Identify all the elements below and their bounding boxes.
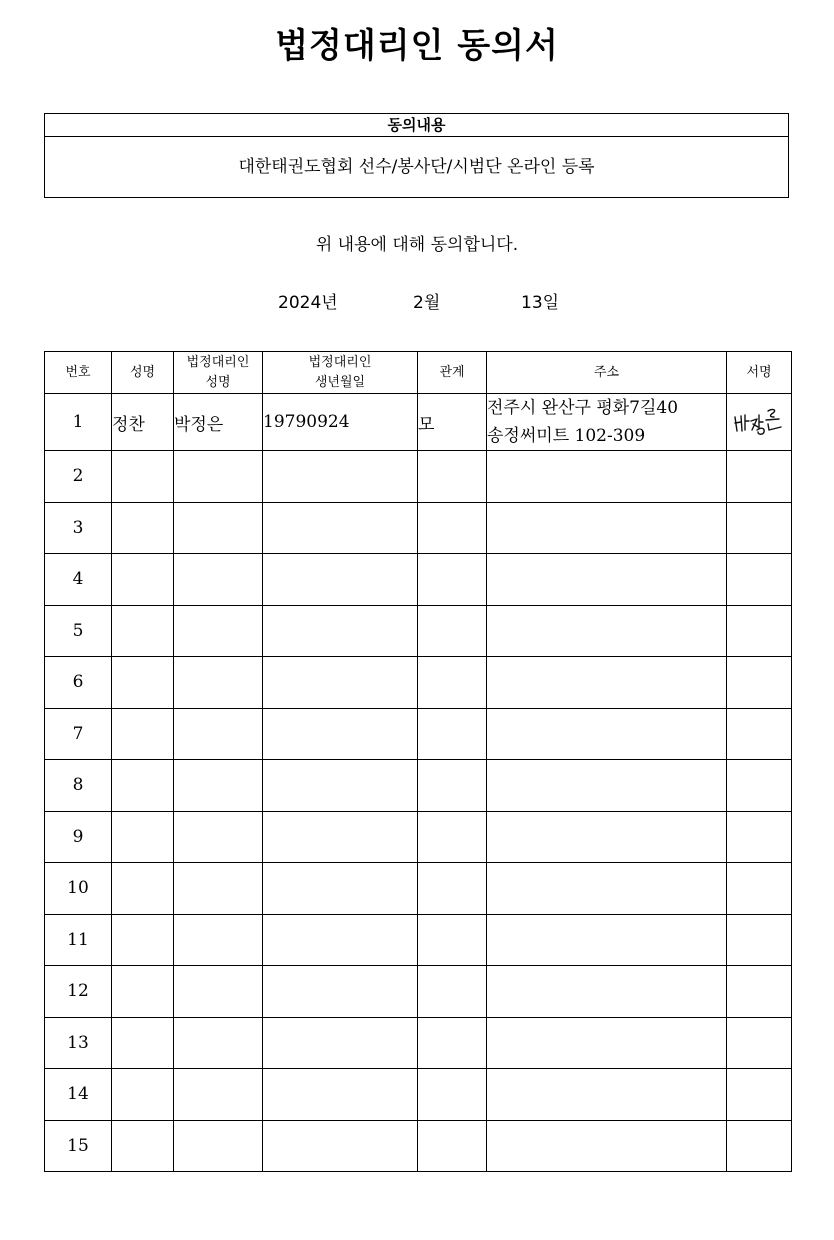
- row-number: 1: [45, 394, 112, 451]
- row-signature: [727, 554, 792, 606]
- row-address: [487, 1069, 727, 1121]
- row-name: [112, 708, 174, 760]
- row-guardian-name: [174, 760, 263, 812]
- row-name: [112, 760, 174, 812]
- table-row: [45, 1069, 792, 1121]
- row-number: 15: [45, 1120, 112, 1172]
- header-guardian-birth-line1: 법정대리인: [308, 354, 372, 370]
- row-guardian-birth: 19790924: [263, 394, 418, 451]
- row-guardian-name: [174, 1120, 263, 1172]
- row-guardian-name: [174, 554, 263, 606]
- row-relation: [418, 554, 487, 606]
- row-name: 정찬: [112, 394, 174, 451]
- table-row: [45, 657, 792, 709]
- table-row: [45, 451, 792, 503]
- table-body: [45, 394, 792, 1172]
- header-guardian-birth: [263, 352, 418, 394]
- row-relation: [418, 1017, 487, 1069]
- consent-box: [44, 113, 789, 198]
- row-guardian-birth: [263, 811, 418, 863]
- row-signature: [727, 914, 792, 966]
- row-address: [487, 863, 727, 915]
- row-address: [487, 451, 727, 503]
- row-relation: [418, 708, 487, 760]
- row-number: 5: [45, 605, 112, 657]
- table-header-row: [45, 352, 792, 394]
- date-year: 2024년: [278, 293, 338, 313]
- row-signature: [727, 811, 792, 863]
- row-signature: [727, 760, 792, 812]
- row-signature: [727, 451, 792, 503]
- table-row: [45, 554, 792, 606]
- table-row: [45, 760, 792, 812]
- consent-header: 동의내용: [45, 114, 788, 137]
- row-signature: [727, 394, 792, 451]
- row-number: 3: [45, 502, 112, 554]
- row-relation: [418, 914, 487, 966]
- row-relation: [418, 1069, 487, 1121]
- row-address: [487, 554, 727, 606]
- date-month: 2월: [413, 293, 441, 313]
- row-guardian-name: [174, 914, 263, 966]
- row-relation: [418, 811, 487, 863]
- header-relation: 관계: [418, 352, 487, 394]
- row-number: 12: [45, 966, 112, 1018]
- row-guardian-name: [174, 863, 263, 915]
- table-row: [45, 1120, 792, 1172]
- header-guardian-name-line1: 법정대리인: [186, 354, 250, 370]
- row-signature: [727, 657, 792, 709]
- table-row: [45, 811, 792, 863]
- signature-stroke: [757, 428, 764, 434]
- header-number: 번호: [45, 352, 112, 394]
- row-guardian-name: [174, 657, 263, 709]
- row-signature: [727, 863, 792, 915]
- row-guardian-birth: [263, 502, 418, 554]
- row-guardian-name: [174, 811, 263, 863]
- row-guardian-birth: [263, 451, 418, 503]
- signature-stroke: [759, 415, 763, 429]
- row-number: 8: [45, 760, 112, 812]
- address-line: 전주시 완산구 평화7길40: [487, 398, 679, 418]
- row-relation: [418, 966, 487, 1018]
- signature-stroke: [768, 424, 781, 430]
- row-address: [487, 394, 727, 451]
- row-address: [487, 605, 727, 657]
- row-address: [487, 1017, 727, 1069]
- row-number: 2: [45, 451, 112, 503]
- row-number: 4: [45, 554, 112, 606]
- row-guardian-birth: [263, 914, 418, 966]
- row-name: [112, 966, 174, 1018]
- row-address: [487, 914, 727, 966]
- row-relation: [418, 502, 487, 554]
- row-guardian-birth: [263, 760, 418, 812]
- row-guardian-birth: [263, 1017, 418, 1069]
- header-name: 성명: [112, 352, 174, 394]
- signature-stroke: [768, 409, 775, 416]
- row-name: [112, 1017, 174, 1069]
- table-row: [45, 605, 792, 657]
- row-signature: [727, 1069, 792, 1121]
- signature-stroke: [751, 419, 758, 430]
- row-guardian-birth: [263, 863, 418, 915]
- row-name: [112, 554, 174, 606]
- row-address: [487, 502, 727, 554]
- row-number: 13: [45, 1017, 112, 1069]
- row-relation: [418, 605, 487, 657]
- row-address: [487, 657, 727, 709]
- table-row: [45, 1017, 792, 1069]
- row-number: 11: [45, 914, 112, 966]
- row-guardian-name: [174, 502, 263, 554]
- row-address: [487, 760, 727, 812]
- signature-stroke: [766, 419, 779, 420]
- row-guardian-birth: [263, 657, 418, 709]
- row-guardian-name: [174, 605, 263, 657]
- row-guardian-birth: [263, 554, 418, 606]
- row-signature: [727, 708, 792, 760]
- header-guardian-birth-line2: 생년월일: [314, 374, 366, 390]
- row-name: [112, 502, 174, 554]
- table-row: [45, 394, 792, 451]
- header-signature: 서명: [727, 352, 792, 394]
- row-relation: [418, 451, 487, 503]
- handwritten-signature: [731, 403, 787, 437]
- row-guardian-name: [174, 708, 263, 760]
- row-name: [112, 863, 174, 915]
- table-row: [45, 863, 792, 915]
- row-address: [487, 811, 727, 863]
- header-guardian-name: [174, 352, 263, 394]
- header-address: 주소: [487, 352, 727, 394]
- table-row: [45, 914, 792, 966]
- table-row: [45, 502, 792, 554]
- signature-stroke: [735, 416, 742, 431]
- row-guardian-birth: [263, 1120, 418, 1172]
- signature-stroke: [745, 415, 749, 430]
- row-guardian-name: 박정은: [174, 394, 263, 451]
- header-guardian-name-line2: 성명: [205, 374, 231, 390]
- row-signature: [727, 1120, 792, 1172]
- row-name: [112, 451, 174, 503]
- row-number: 9: [45, 811, 112, 863]
- row-name: [112, 811, 174, 863]
- row-relation: [418, 863, 487, 915]
- row-guardian-name: [174, 1017, 263, 1069]
- row-guardian-name: [174, 451, 263, 503]
- date-day: 13일: [521, 293, 560, 313]
- row-relation: 모: [418, 394, 487, 451]
- row-number: 7: [45, 708, 112, 760]
- row-name: [112, 657, 174, 709]
- row-name: [112, 1120, 174, 1172]
- row-signature: [727, 605, 792, 657]
- row-guardian-name: [174, 1069, 263, 1121]
- row-guardian-birth: [263, 966, 418, 1018]
- row-guardian-name: [174, 966, 263, 1018]
- consent-content: 대한태권도협회 선수/봉사단/시범단 온라인 등록: [238, 157, 595, 177]
- row-number: 6: [45, 657, 112, 709]
- row-relation: [418, 657, 487, 709]
- row-address: [487, 708, 727, 760]
- document-title: 법정대리인 동의서: [275, 26, 559, 66]
- row-relation: [418, 760, 487, 812]
- row-name: [112, 605, 174, 657]
- row-signature: [727, 966, 792, 1018]
- row-guardian-birth: [263, 605, 418, 657]
- row-number: 14: [45, 1069, 112, 1121]
- row-name: [112, 914, 174, 966]
- row-signature: [727, 1017, 792, 1069]
- agreement-statement: 위 내용에 대해 동의합니다.: [315, 235, 519, 255]
- row-guardian-birth: [263, 708, 418, 760]
- row-address: [487, 966, 727, 1018]
- table-row: [45, 966, 792, 1018]
- address-line: 송정써미트 102-309: [487, 426, 646, 446]
- row-number: 10: [45, 863, 112, 915]
- row-signature: [727, 502, 792, 554]
- row-name: [112, 1069, 174, 1121]
- row-address: [487, 1120, 727, 1172]
- table-row: [45, 708, 792, 760]
- row-guardian-birth: [263, 1069, 418, 1121]
- guardian-table: [44, 351, 792, 1172]
- row-relation: [418, 1120, 487, 1172]
